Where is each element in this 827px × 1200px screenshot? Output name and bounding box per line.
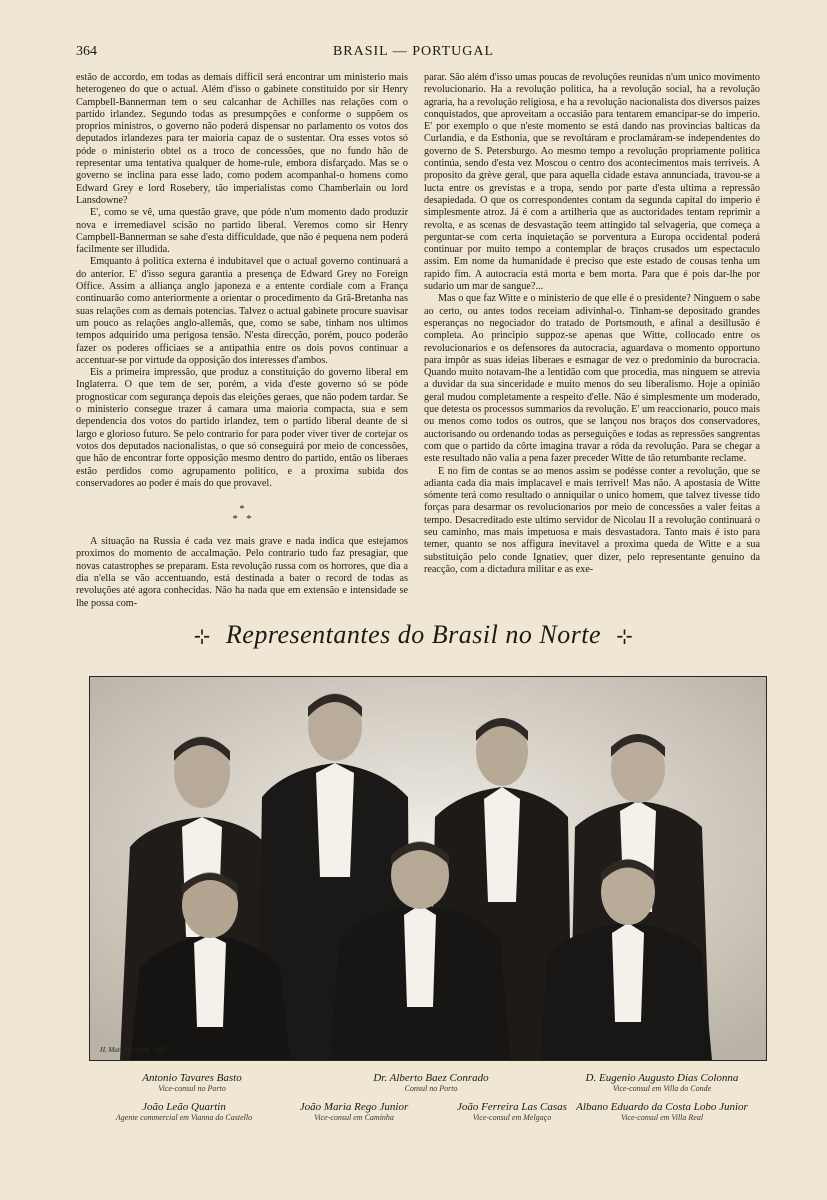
caption-role: Consul no Porto xyxy=(404,1084,458,1093)
left-paragraph-5: A situação na Russia é cada vez mais grave e nada indica que estejamos proximos do momento de accalmação. Pelo contrario tudo faz presagiar, que novas catastrophes se preparam. Esta revolução russa com os horrores, que dia a dia n'ella se vão accentuando, está destinada a bater o record de todas as revoluções até agora conhecidas. Não ha nada que em extensão e intensidade se lhe possa com- xyxy=(76,536,408,609)
caption-4 xyxy=(89,1101,279,1122)
caption-name: João Maria Rego Junior xyxy=(299,1101,409,1113)
photographer-signature: H. Marimbo phot. 1905 xyxy=(100,1046,167,1054)
caption-role: Vice-consul no Porto xyxy=(158,1084,226,1093)
group-portrait-illustration xyxy=(90,677,766,1060)
caption-name: D. Eugenio Augusto Dias Colonna xyxy=(585,1072,739,1084)
right-paragraph-3: E no fim de contas se ao menos assim se podésse conter a revolução, que se adianta cada dia mais implacavel e mais terrivel! Mas não. A apostasia de Witte sómente terá como resultado o anniquilar o unico homem, que talvez tivesse tido forças para desarmar os revolucionarios por meio de concessões a valer feitas a tempo. Desacreditado este ultimo servidor de Nicolau II a revolução continuará o seu caminho, mas mais impetuosa e mais desvastadora. Tanto mais é isto para temer, quanto se nos affigura inevitavel a proxima queda de Witte e a sua substituição pelo conde Ignatiev, quer dizer, pelo representante genuino da reacção, com a dictadura militar e as exe- xyxy=(424,465,760,575)
left-paragraph-2: E', como se vê, uma questão grave, que póde n'um momento dado produzir nova e irremediavel scisão no partido liberal. Veremos como sir Henry Campbell-Bannerman se sahe d'esta difficuldade, que não é pequena nem poderá facilmente ser illudida. xyxy=(76,207,408,256)
caption-role: Vice-consul em Melgaço xyxy=(472,1113,552,1122)
left-paragraph-1: estão de accordo, em todas as demais difficil será encontrar um ministerio mais heterogeneo do que o actual. Além d'isso o gabinete constituido por sir Henry Campbell-Bannerman tem o seu calcanhar de Achilles nas relações com o partido irlandez. Segundo todas as presumpções e conforme o suppõem os proprios ministros, o governo não poderá dispensar no parlamento os votos dos deputados irlandezes para ter maioria capaz de o sustentar. Ora esses votos só póde o ministerio obtel os a troco de concessões, que no fundo hão de representar uma tentativa qualquer de home-rule, embora disfarçado. Mas se o governo se inclina para esse lado, como podem acompanhal-o homens como Edward Grey e lord Rosebery, tão imperialistas como Chamberlain ou lord Lansdowne? xyxy=(76,72,408,206)
caption-name: Dr. Alberto Baez Conrado xyxy=(373,1072,489,1084)
caption-role: Vice-consul em Villa Real xyxy=(620,1113,704,1122)
left-paragraph-3: Emquanto á politica externa é indubitavel que o actual governo continuará a do anterior. E' d'isso segura garantia a presença de Edward Grey no Foreign Office. Assim a alliança anglo japoneza e a entente cordiale com a França continuarão como anteriormente a orientar o procedimento da Grã-Bretanha nas suas relações com as demais potencias. Talvez o actual gabinete procure suavisar um pouco as relações anglo-allemãs, que, como se sabe, tinham nos ultimos tempos adquirido uma perigosa tensão. N'esta direcção, porém, pouco poderão fazer os poderes officiaes se a antipathia entre os dois povos continuar a accentuar-se por virtude da opposição dos interesses d'ambos. xyxy=(76,256,408,366)
caption-role: Agente commercial em Vianna do Castello xyxy=(115,1113,253,1122)
caption-role: Vice-consul em Villa do Conde xyxy=(612,1084,712,1093)
right-paragraph-2: Mas o que faz Witte e o ministerio de que elle é o presidente? Ninguem o sabe ao certo, ou antes todos receiam adivinhal-o. Tinham-se depositado grandes esperanças no negociador do tratado de Portsmouth, e afinal a desillusão é completa. Ao principio suppoz-se apenas que Witte, collocado entre os revolucionarios e os defensores da autocracia, aguardava o momento opportuno para impôr as suas ideias liberaes e esmagar de vez o predominio da burocracia. Quando muito notavam-lhe a lentidão com que procedia, mas ninguem se atrevia a duvidar da sua sinceridade e muito menos do seu liberalismo. Hoje a opinião geral mudou completamente a respeito d'elle. Não é simplesmente um moderado, que detesta os processos summarios da revolução. E' um reaccionario, pouco mais ou menos como todos os outros, que se lançou nos braços dos conservadores, auctorisando ou ordenando todas as perseguições e todas as repressões sangrentas com que o partido da côrte imagina travar a róda da revolução. Para se chegar a este resultado não valia a pena fazer preceder Witte de tão retumbante reclame. xyxy=(424,293,760,465)
section-title xyxy=(0,620,827,650)
section-title-text: Representantes do Brasil no Norte xyxy=(225,620,602,649)
caption-name: Albano Eduardo da Costa Lobo Junior xyxy=(576,1101,748,1113)
left-column xyxy=(76,72,408,610)
caption-role: Vice-consul em Caminha xyxy=(314,1113,394,1122)
caption-name: João Ferreira Las Casas xyxy=(457,1101,567,1113)
caption-name: Antonio Tavares Basto xyxy=(142,1072,242,1084)
caption-7 xyxy=(559,1101,765,1122)
right-column xyxy=(424,72,760,576)
left-paragraph-4: Eis a primeira impressão, que produz a constituição do governo liberal em Inglaterra. O que tem de ser, porém, a vida d'este governo só se póde prognosticar com segurança depois das eleições geraes, que não podem tardar. Se o ministerio consegue trazer á camara uma maioria compacta, sua e sem dependencia dos votos do partido irlandez, tem o partido liberal deante de si largo e glorioso futuro. Se pelo contrario for para poder viver tiver de cortejar os votos dos deputados nacionalistas, o que só conseguirá por meio de concessões, que hão de encontrar forte opposição mesmo dentro do partido, então os liberaes estão perdidos como agrupamento politico, e a proxima subida dos conservadores ao poder é mais do que provavel. xyxy=(76,367,408,489)
group-portrait-photo xyxy=(89,676,767,1061)
caption-2 xyxy=(331,1072,531,1093)
right-paragraph-1: parar. São além d'isso umas poucas de revoluções reunidas n'um unico movimento revolucionario. Ha a revolução politica, ha a revolução social, ha a revolução agraria, ha a revolução religiosa, e ha a revolução nacionalista dos diversos paizes conquistados, que aproveitam a occasião para tentarem emancipar-se do imperio. E' por exemplo o que n'este momento se está dando nas provincias balticas da Curlandia, e da Esthonia, que se revoltáram e proclamáram-se independentes do governo de S. Petersburgo. Ao mesmo tempo a revolução propriamente politica continúa, sendo d'esta vez Moscou o centro dos acontecimentos mais terriveis. A proposito da grève geral, que para aquella cidade estava annunciada, travou-se a lucta entre os grevistas e a tropa, sendo por parte d'esta ultima a repressão desapiedada. O que os correspondentes contam da segunda capital do imperio é simplesmente atroz. Já é com a artilheria que as auctoridades tentam reprimir a revolta, e as scenas de desvastação teem attingido tal selvageria, que começa a perguntar-se com certa inquietação se porventura a Europa occidental poderá continuar por muito tempo a contemplar de braços crusados um espectaculo assim. Em nome da humanidade é preciso que este estado de cousas tenha um rapido fim. A autocracia está morta e bem morta. Para que é pois dar-lhe por sudario um mar de sangue?... xyxy=(424,72,760,293)
page-number: 364 xyxy=(76,44,97,59)
caption-5 xyxy=(279,1101,429,1122)
caption-3 xyxy=(559,1072,765,1093)
asterism-top: * xyxy=(239,503,245,516)
title-ornament-left-icon: ⊹ xyxy=(193,626,211,648)
running-head: BRASIL — PORTUGAL xyxy=(332,44,495,59)
caption-name: João Leão Quartin xyxy=(142,1101,226,1113)
title-ornament-right-icon: ⊹ xyxy=(616,626,634,648)
section-asterism xyxy=(76,504,408,524)
page-header xyxy=(0,44,827,64)
asterism-bottom: * * xyxy=(232,513,252,526)
caption-1 xyxy=(97,1072,287,1093)
